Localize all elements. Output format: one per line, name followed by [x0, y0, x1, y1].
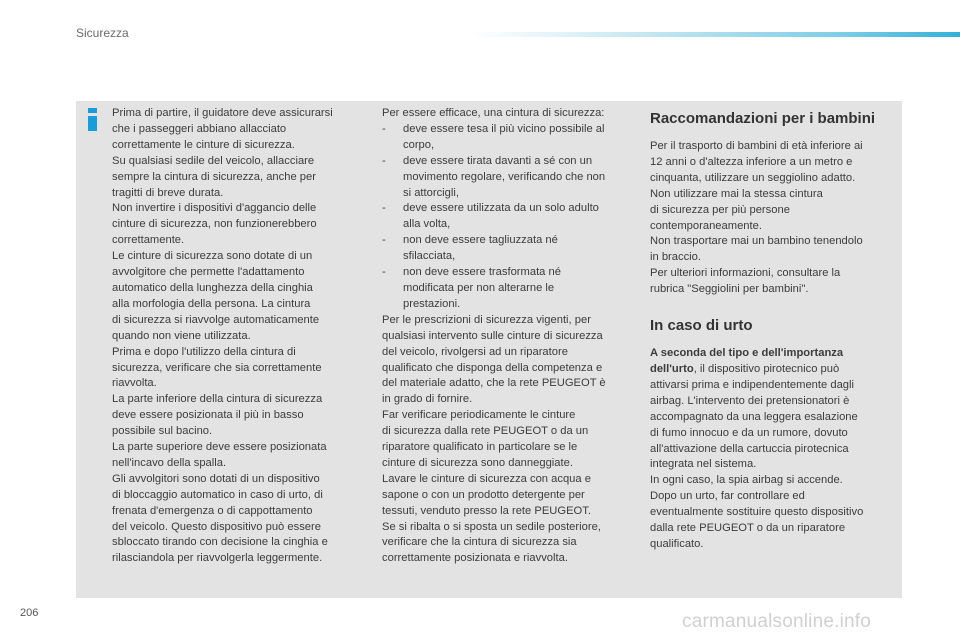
page-number: 206 — [20, 607, 39, 619]
text-line: eventualmente sostituire questo dispositivo — [650, 506, 864, 519]
text-line: accompagnato da una leggera esalazione — [650, 410, 858, 423]
text-line: sempre la cintura di sicurezza, anche per — [112, 170, 316, 183]
text-line: in grado di fornire. — [382, 393, 473, 406]
list-item — [382, 265, 632, 313]
list-item — [382, 154, 632, 202]
text-line: riparatore qualificato in particolare se le — [382, 441, 578, 454]
text-line: frenata d'emergenza o di cappottamento — [112, 504, 313, 517]
text-line: La parte superiore deve essere posizionata — [112, 441, 327, 454]
text-line: cinture di sicurezza, non funzionerebbero — [112, 218, 317, 231]
text-line: verificare che la cintura di sicurezza sia — [382, 536, 577, 549]
list-item — [382, 201, 632, 233]
bold-text-line: A seconda del tipo e dell'importanza — [650, 347, 844, 360]
text-line: si attorcigli, — [403, 186, 459, 199]
text-line: modificata per non alterarne le — [403, 281, 555, 294]
text-line: Gli avvolgitori sono dotati di un dispositivo — [112, 472, 320, 485]
column-children-and-crash — [650, 106, 890, 553]
text-line: airbag. L'intervento dei pretensionatori è — [650, 394, 850, 407]
list-dash: - — [382, 234, 386, 247]
text-line: di sicurezza dalla rete PEUGEOT o da un — [382, 425, 589, 438]
text-line: Dopo un urto, far controllare ed — [650, 490, 805, 503]
text-line: cinquanta, utilizzare un seggiolino adatto. — [650, 171, 856, 184]
text-line: deve essere posizionata il più in basso — [112, 409, 304, 422]
text-line: sbloccato tirando con decisione la cinghia e — [112, 536, 328, 549]
info-icon — [88, 108, 97, 131]
text-line: deve essere tirata davanti a sé con un — [403, 154, 593, 167]
text-line: Prima di partire, il guidatore deve assicurarsi — [112, 107, 333, 119]
text-line: automatico della lunghezza della cinghia — [112, 281, 313, 294]
section-title: Sicurezza — [76, 26, 129, 40]
text-line: tragitti di breve durata. — [112, 186, 224, 199]
text-line: non deve essere tagliuzzata né — [403, 234, 558, 247]
text-line: contemporaneamente. — [650, 219, 762, 232]
text-line: Su qualsiasi sedile del veicolo, allacciare — [112, 154, 315, 167]
text-line: prestazioni. — [403, 297, 461, 310]
text-line: all'attivazione della cartuccia pirotecnica — [650, 442, 849, 455]
text-line: 12 anni o d'altezza inferiore a un metro e — [650, 155, 853, 168]
text-line: nell'incavo della spalla. — [112, 456, 227, 469]
info-icon-bar — [88, 116, 97, 131]
text-line: Non invertire i dispositivi d'aggancio delle — [112, 202, 317, 215]
text-line: correttamente. — [112, 234, 185, 247]
text-line: sfilacciata, — [403, 250, 456, 263]
text-line: Se si ribalta o si sposta un sedile posteriore, — [382, 520, 601, 533]
text-line: alla volta, — [403, 218, 451, 231]
text-line: La parte inferiore della cintura di sicurezza — [112, 393, 323, 406]
text-line: correttamente posizionata e riavvolta. — [382, 552, 568, 565]
text-line: qualificato. — [650, 537, 704, 550]
heading-children: Raccomandazioni per i bambini — [650, 110, 876, 127]
text-line: correttamente le cinture di sicurezza. — [112, 138, 295, 151]
text-line: Non utilizzare mai la stessa cintura — [650, 187, 823, 200]
text-line: Prima e dopo l'utilizzo della cintura di — [112, 345, 296, 358]
header-gradient-bar — [470, 32, 960, 37]
list-item — [382, 122, 632, 154]
text-line: movimento regolare, verificando che non — [403, 170, 606, 183]
list-item — [382, 233, 632, 265]
text-line: rilasciandola per riavvolgerla leggermente. — [112, 552, 323, 565]
text-line: del veicolo, rivolgersi ad un riparatore — [382, 345, 568, 358]
column-seatbelt-info — [112, 106, 362, 567]
text-line: qualsiasi intervento sulle cinture di sicurezza — [382, 329, 603, 342]
text-line: In ogni caso, la spia airbag si accende. — [650, 474, 843, 487]
text-line: avvolgitore che permette l'adattamento — [112, 266, 305, 279]
text-line: di sicurezza si riavvolge automaticamente — [112, 313, 320, 326]
text-line: Per ulteriori informazioni, consultare la — [650, 267, 841, 280]
text-line: attivarsi prima e indipendentemente dagli — [650, 378, 854, 391]
text-line: non deve essere trasformata né — [403, 266, 561, 279]
watermark-text: carmanualsonline.info — [682, 611, 872, 632]
text-line: Lavare le cinture di sicurezza con acqua e — [382, 472, 591, 485]
text-line: che i passeggeri abbiano allacciato — [112, 122, 287, 135]
text-line — [650, 362, 890, 378]
list-dash: - — [382, 202, 386, 215]
text-line: rubrica "Seggiolini per bambini". — [650, 283, 809, 296]
text-line: sapone o con un prodotto detergente per — [382, 488, 585, 501]
column-seatbelt-requirements — [382, 106, 632, 567]
text-line: Per il trasporto di bambini di età inferiore ai — [650, 140, 863, 152]
text-line: qualificato che disponga della competenza e — [382, 361, 603, 374]
list-dash: - — [382, 154, 386, 167]
text-line: Non trasportare mai un bambino tenendolo — [650, 235, 863, 248]
text-line: Far verificare periodicamente le cinture — [382, 409, 576, 422]
text-line: di bloccaggio automatico in caso di urto, di — [112, 488, 323, 501]
text-line: di sicurezza per più persone — [650, 203, 790, 216]
text-line: quando non viene utilizzata. — [112, 329, 251, 342]
text-line: riavvolta. — [112, 377, 157, 390]
text-line: tessuti, venduto presso la rete PEUGEOT. — [382, 504, 591, 517]
text-line: possibile sul bacino. — [112, 425, 213, 438]
heading-crash: In caso di urto — [650, 317, 753, 335]
text-line: integrata nel sistema. — [650, 458, 757, 471]
text-line: in braccio. — [650, 251, 701, 264]
text-line: deve essere tesa il più vicino possibile al — [403, 122, 605, 135]
text-line: Le cinture di sicurezza sono dotate di un — [112, 250, 313, 263]
text-line: alla morfologia della persona. La cintura — [112, 297, 311, 310]
text-continuation: , il dispositivo pirotecnico può — [693, 362, 840, 375]
info-icon-dot — [88, 108, 97, 113]
list-dash: - — [382, 266, 386, 279]
text-line: sicurezza, verificare che sia correttamente — [112, 361, 322, 374]
text-line: dalla rete PEUGEOT o da un riparatore — [650, 522, 846, 535]
list-dash: - — [382, 122, 386, 135]
text-line: del veicolo. Questo dispositivo può essere — [112, 520, 321, 533]
text-line: cinture di sicurezza sono danneggiate. — [382, 456, 573, 469]
text-line: del materiale adatto, che la rete PEUGEOT è — [382, 377, 606, 390]
text-line: corpo, — [403, 138, 435, 151]
text-line: Per le prescrizioni di sicurezza vigenti, per — [382, 313, 591, 326]
intro-text: Per essere efficace, una cintura di sicurezza: — [382, 107, 605, 119]
bold-term: dell'urto — [650, 362, 694, 375]
text-line: di fumo innocuo e da un rumore, dovuto — [650, 426, 848, 439]
text-line: deve essere utilizzata da un solo adulto — [403, 202, 599, 215]
